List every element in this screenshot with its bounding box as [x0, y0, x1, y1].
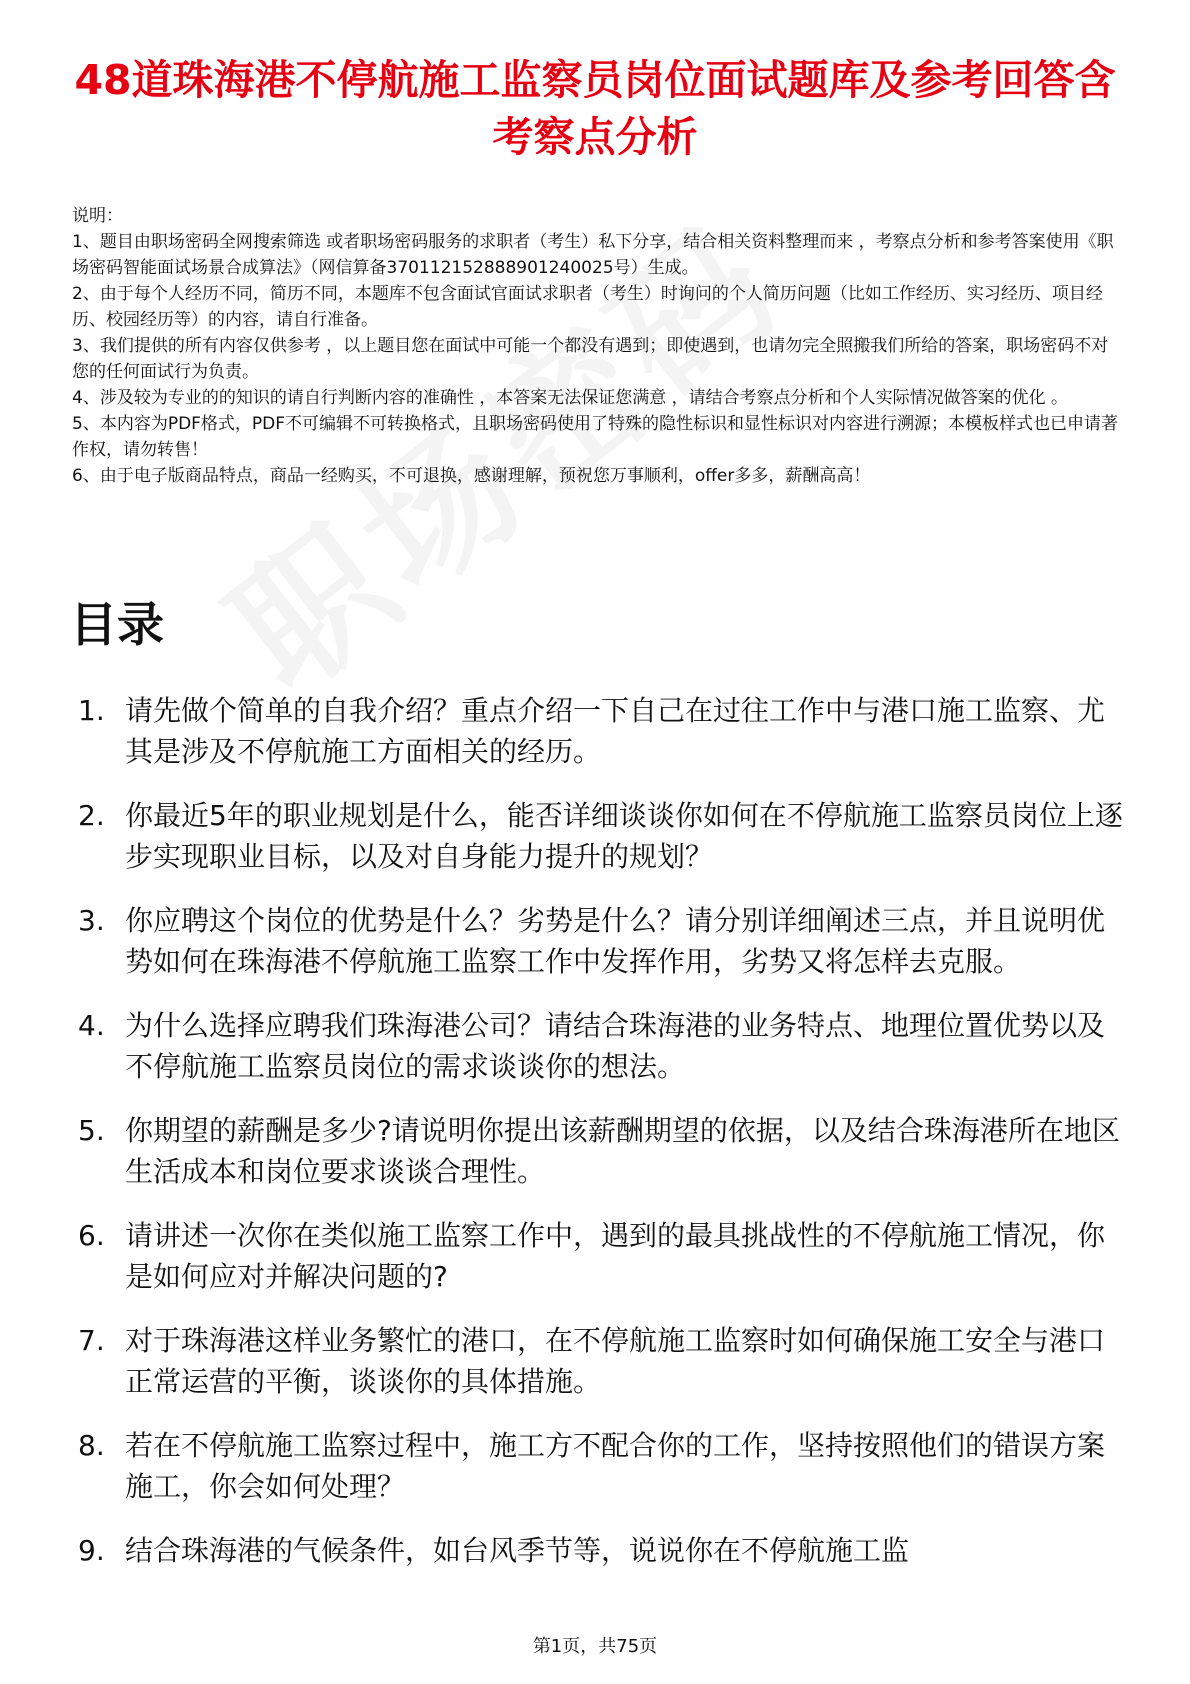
document-title: 48道珠海港不停航施工监察员岗位面试题库及参考回答含考察点分析: [74, 56, 1116, 161]
notes-heading: 说明：: [72, 206, 123, 226]
toc-item-number: 9.: [78, 1534, 105, 1567]
toc-item[interactable]: [78, 1320, 1128, 1402]
toc-item[interactable]: [78, 1110, 1128, 1192]
toc-item-number: 1.: [78, 694, 105, 727]
toc-item-text: 请先做个简单的自我介绍？重点介绍一下自己在过往工作中与港口施工监察、尤其是涉及不停航施工方面相关的经历。: [125, 694, 1106, 768]
toc-item-number: 2.: [78, 799, 105, 832]
toc-item-text: 你应聘这个岗位的优势是什么？劣势是什么？请分别详细阐述三点，并且说明优势如何在珠海港不停航施工监察工作中发挥作用，劣势又将怎样去克服。: [125, 904, 1106, 978]
note-line: 5、本内容为PDF格式，PDF不可编辑不可转换格式，且职场密码使用了特殊的隐性标识和显性标识对内容进行溯源；本模板样式也已申请著作权，请勿转售！: [72, 414, 1119, 460]
note-line: 6、由于电子版商品特点，商品一经购买，不可退换，感谢理解，预祝您万事顺利，offer多多，薪酬高高！: [72, 466, 871, 486]
toc-heading: 目录: [70, 598, 164, 653]
page-footer: 第1页，共75页: [532, 1636, 658, 1657]
toc-list: [78, 690, 1128, 1594]
toc-item[interactable]: [78, 1425, 1128, 1507]
toc-item-text: 若在不停航施工监察过程中，施工方不配合你的工作，坚持按照他们的错误方案施工，你会如何处理？: [125, 1429, 1106, 1503]
toc-item-number: 4.: [78, 1009, 105, 1042]
toc-item[interactable]: [78, 1215, 1128, 1297]
toc-item-number: 5.: [78, 1114, 105, 1147]
toc-item-text: 对于珠海港这样业务繁忙的港口，在不停航施工监察时如何确保施工安全与港口正常运营的平衡，谈谈你的具体措施。: [125, 1324, 1106, 1398]
toc-item-text: 你最近5年的职业规划是什么，能否详细谈谈你如何在不停航施工监察员岗位上逐步实现职业目标，以及对自身能力提升的规划？: [125, 799, 1123, 873]
toc-item-number: 6.: [78, 1219, 105, 1252]
toc-item-text: 为什么选择应聘我们珠海港公司？请结合珠海港的业务特点、地理位置优势以及不停航施工监察员岗位的需求谈谈你的想法。: [125, 1009, 1106, 1083]
toc-item-number: 3.: [78, 904, 105, 937]
toc-item[interactable]: [78, 690, 1128, 772]
note-line: 1、题目由职场密码全网搜索筛选 或者职场密码服务的求职者（考生）私下分享，结合相关资料整理而来 ，考察点分析和参考答案使用《职场密码智能面试场景合成算法》（网信算备370112152888901240025号）生成。: [72, 232, 1114, 278]
toc-item[interactable]: [78, 1005, 1128, 1087]
note-line: 4、涉及较为专业的的知识的请自行判断内容的准确性 ，本答案无法保证您满意 ，请结合考察点分析和个人实际情况做答案的优化 。: [72, 388, 1069, 408]
toc-item-number: 7.: [78, 1324, 105, 1357]
toc-item[interactable]: [78, 1530, 1128, 1571]
note-line: 2、由于每个人经历不同，简历不同，本题库不包含面试官面试求职者（考生）时询问的个人简历问题（比如工作经历、实习经历、项目经历、校园经历等）的内容，请自行准备。: [72, 284, 1103, 330]
toc-item[interactable]: [78, 900, 1128, 982]
notes-section: [72, 203, 1122, 489]
toc-item[interactable]: [78, 795, 1128, 877]
toc-item-text: 结合珠海港的气候条件，如台风季节等，说说你在不停航施工监: [125, 1534, 910, 1567]
note-line: 3、我们提供的所有内容仅供参考 ，以上题目您在面试中可能一个都没有遇到；即使遇到，也请勿完全照搬我们所给的答案，职场密码不对您的任何面试行为负责。: [72, 336, 1109, 382]
toc-item-text: 请讲述一次你在类似施工监察工作中，遇到的最具挑战性的不停航施工情况，你是如何应对并解决问题的?: [125, 1219, 1106, 1293]
toc-item-text: 你期望的薪酬是多少?请说明你提出该薪酬期望的依据，以及结合珠海港所在地区生活成本和岗位要求谈谈合理性。: [125, 1114, 1120, 1188]
toc-item-number: 8.: [78, 1429, 105, 1462]
